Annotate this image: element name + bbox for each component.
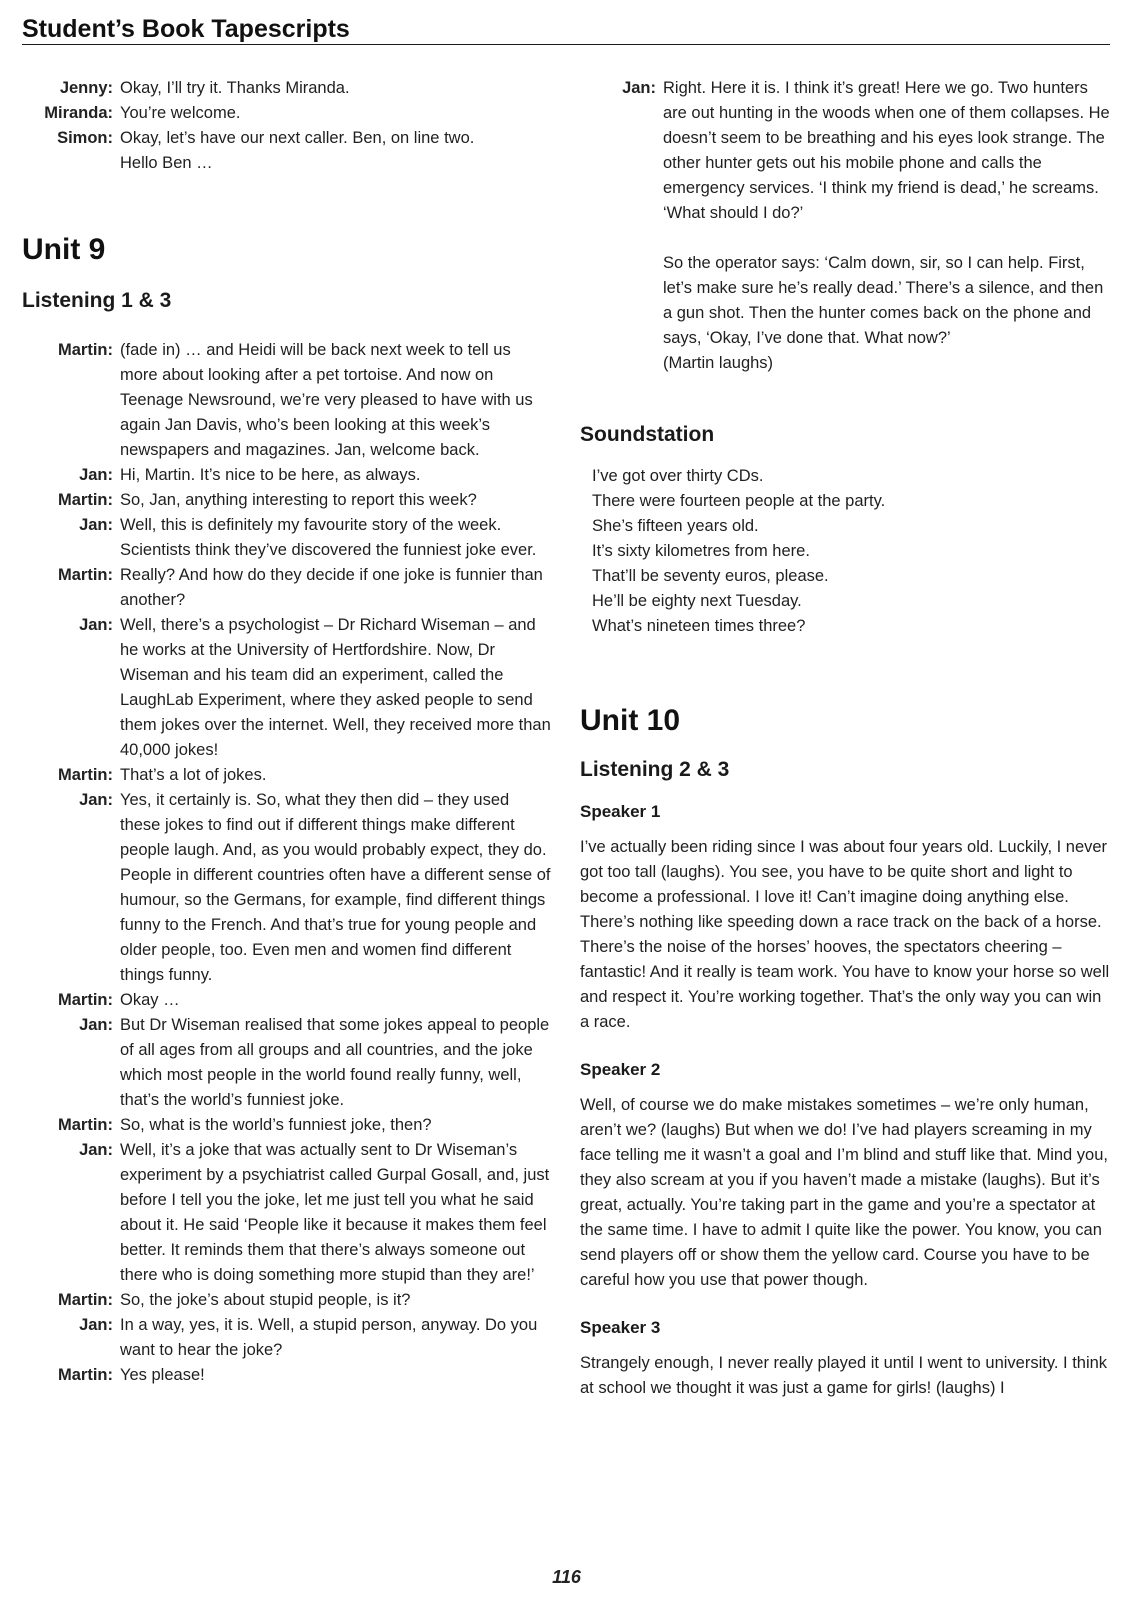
speaker-label: Jan: <box>79 466 113 484</box>
dialogue-line <box>22 488 552 513</box>
section-title: Listening 1 & 3 <box>22 289 172 312</box>
dialogue-line <box>22 1313 552 1363</box>
dialogue-text: (fade in) … and Heidi will be back next week to tell us more about looking after a pet tortoise. And now on Teenage Newsround, we’re very pleased to have with us again Jan Davis, who’s been looking at this week’s newspapers and magazines. Jan, welcome back. <box>120 341 533 459</box>
dialogue-text: Yes, it certainly is. So, what they then did – they used these jokes to find out if different things make different people laugh. And, as you would probably expect, they do. People in different countries often have a different sense of humour, so the Germans, for example, find different things funny to the French. And that’s true for young people and older people, too. Even men and women find different things funny. <box>120 791 551 984</box>
soundstation-line: He’ll be eighty next Tuesday. <box>592 592 802 610</box>
right-column <box>580 76 1115 1401</box>
dialogue-line <box>22 613 552 763</box>
dialogue-text: That’s a lot of jokes. <box>120 766 267 784</box>
dialogue-text: Yes please! <box>120 1366 205 1384</box>
speaker-label: Martin: <box>58 1116 113 1134</box>
speaker-label: Simon: <box>57 129 113 147</box>
dialogue-line <box>22 988 552 1013</box>
page-header <box>22 12 1110 45</box>
speaker-label: Jan: <box>79 1141 113 1159</box>
section-title: Listening 2 & 3 <box>580 758 730 781</box>
speaker-label: Jan: <box>79 1316 113 1334</box>
soundstation-line: It’s sixty kilometres from here. <box>592 542 810 560</box>
speaker-heading: Speaker 2 <box>580 1060 661 1079</box>
dialogue-text: So, Jan, anything interesting to report this week? <box>120 491 477 509</box>
soundstation-lines <box>580 464 1115 639</box>
speaker-paragraph: Strangely enough, I never really played it until I went to university. I think at school we thought it was just a game for girls! (laughs) I <box>580 1354 1108 1397</box>
dialogue-text: Well, this is definitely my favourite story of the week. Scientists think they’ve discovered the funniest joke ever. <box>120 516 537 559</box>
speaker-label: Miranda: <box>44 104 113 122</box>
dialogue-text: In a way, yes, it is. Well, a stupid person, anyway. Do you want to hear the joke? <box>120 1316 538 1359</box>
dialogue-line <box>22 1113 552 1138</box>
dialogue-text: Well, there’s a psychologist – Dr Richard Wiseman – and he works at the University of Hertfordshire. Now, Dr Wiseman and his team did an experiment, called the LaughLab Experiment, where they asked people to send them jokes over the internet. Well, they received more than 40,000 jokes! <box>120 616 551 759</box>
dialogue-line <box>22 563 552 613</box>
speaker-label: Martin: <box>58 1366 113 1384</box>
dialogue-text: Okay, let’s have our next caller. Ben, on line two. Hello Ben … <box>120 129 475 172</box>
intro-dialogue <box>22 76 552 176</box>
dialogue-text: Well, it’s a joke that was actually sent to Dr Wiseman’s experiment by a psychiatrist called Gurpal Gosall, and, just before I tell you the joke, let me just tell you what he said about it. He said ‘People like it because it makes them feel better. It reminds them that there’s always someone out there who is doing something more stupid than they are!’ <box>120 1141 550 1284</box>
dialogue-line <box>22 1288 552 1313</box>
speaker-heading: Speaker 1 <box>580 802 661 821</box>
dialogue-text: Okay, I’ll try it. Thanks Miranda. <box>120 79 350 97</box>
header-title: Student’s Book Tapescripts <box>22 15 350 43</box>
soundstation-line: I’ve got over thirty CDs. <box>592 467 764 485</box>
dialogue-line <box>22 788 552 988</box>
unit-title: Unit 9 <box>22 233 106 266</box>
dialogue-text: So, the joke’s about stupid people, is it? <box>120 1291 411 1309</box>
page-number: 116 <box>552 1567 581 1587</box>
speaker-paragraph: I’ve actually been riding since I was about four years old. Luckily, I never got too tall (laughs). You see, you have to be quite short and light to become a professional. I love it! Can’t imagine doing anything else. There’s nothing like speeding down a race track on the back of a horse. There’s the noise of the horses’ hooves, the spectators cheering – fantastic! And it really is team work. You have to know your horse so well and respect it. You’re working together. That’s the only way you can win a race. <box>580 838 1110 1031</box>
speaker-label: Jenny: <box>59 79 113 97</box>
soundstation-line: What’s nineteen times three? <box>592 617 806 635</box>
speaker-label: Martin: <box>58 491 113 509</box>
dialogue-text: Okay … <box>120 991 180 1009</box>
dialogue-line <box>22 763 552 788</box>
dialogue-line <box>580 76 1115 226</box>
speaker-label: Martin: <box>58 1291 113 1309</box>
soundstation-line: That’ll be seventy euros, please. <box>592 567 829 585</box>
speaker-label: Jan: <box>79 791 113 809</box>
dialogue-text: So, what is the world’s funniest joke, then? <box>120 1116 432 1134</box>
stage-direction: (Martin laughs) <box>663 354 774 372</box>
speaker-label: Jan: <box>79 1016 113 1034</box>
dialogue-line <box>22 76 552 101</box>
speaker-label: Martin: <box>58 991 113 1009</box>
soundstation-line: She’s fifteen years old. <box>592 517 759 535</box>
dialogue-line <box>22 513 552 563</box>
speaker-label: Jan: <box>79 616 113 634</box>
speaker-label: Jan: <box>79 516 113 534</box>
dialogue-text: Really? And how do they decide if one joke is funnier than another? <box>120 566 543 609</box>
soundstation-title: Soundstation <box>580 423 715 446</box>
left-column <box>22 76 552 1388</box>
speaker-heading: Speaker 3 <box>580 1318 661 1337</box>
dialogue-text: Right. Here it is. I think it’s great! Here we go. Two hunters are out hunting in the woods when one of them collapses. He doesn’t seem to be breathing and his eyes look strange. The other hunter gets out his mobile phone and calls the emergency services. ‘I think my friend is dead,’ he screams. ‘What should I do?’ <box>663 79 1110 222</box>
dialogue-line <box>22 463 552 488</box>
dialogue-line <box>22 1138 552 1288</box>
speaker-label: Martin: <box>58 566 113 584</box>
soundstation-line: There were fourteen people at the party. <box>592 492 886 510</box>
joke-continuation: So the operator says: ‘Calm down, sir, so I can help. First, let’s make sure he’s really dead.’ There’s a silence, and then a gun shot. Then the hunter comes back on the phone and says, ‘Okay, I’ve done that. What now?’ <box>663 254 1104 347</box>
dialogue-line <box>22 1013 552 1113</box>
dialogue <box>22 338 552 1388</box>
dialogue-text: You’re welcome. <box>120 104 241 122</box>
speaker-label: Martin: <box>58 341 113 359</box>
dialogue-text: Hi, Martin. It’s nice to be here, as always. <box>120 466 421 484</box>
speaker-paragraph: Well, of course we do make mistakes sometimes – we’re only human, aren’t we? (laughs) But when we do! I’ve had players screaming in my face telling me it wasn’t a goal and I’m blind and stuff like that. Mind you, they also scream at you if you haven’t made a mistake (laughs). But it’s great, actually. You’re taking part in the game and you’re a spectator at the same time. I have to admit I quite like the power. You know, you can send players off or show them the yellow card. Course you have to be careful how you use that power though. <box>580 1096 1108 1289</box>
dialogue-line <box>22 101 552 126</box>
dialogue-text: But Dr Wiseman realised that some jokes appeal to people of all ages from all groups and all countries, and the joke which most people in the world found really funny, well, that’s the world’s funniest joke. <box>120 1016 550 1109</box>
dialogue-line <box>22 338 552 463</box>
speaker-label: Jan: <box>622 79 656 97</box>
unit-title: Unit 10 <box>580 704 681 737</box>
dialogue-line <box>22 126 552 176</box>
dialogue-line <box>22 1363 552 1388</box>
speaker-label: Martin: <box>58 766 113 784</box>
